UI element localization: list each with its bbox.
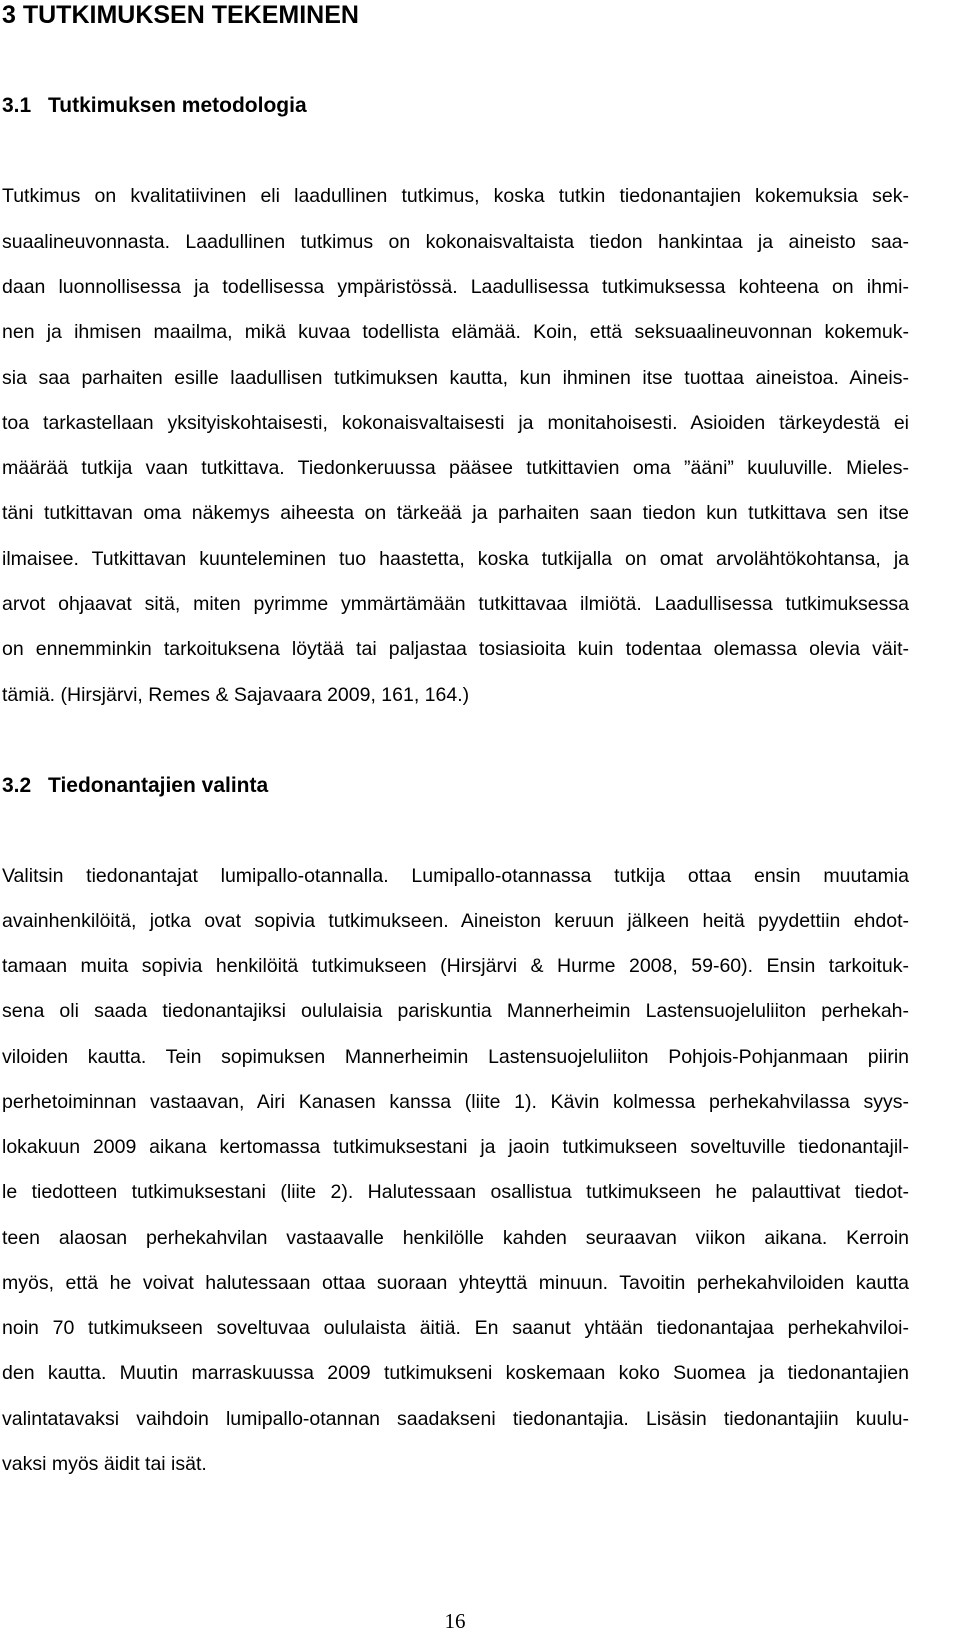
section-number: 3.1 bbox=[2, 94, 32, 117]
text-line: toa tarkastellaan yksityiskohtaisesti, kokonaisvaltaisesti ja monitahoisesti. Asioiden tärkeydestä ei bbox=[2, 412, 909, 434]
text-line: teen alaosan perhekahvilan vastaavalle henkilölle kahden seuraavan viikon aikana. Kerroin bbox=[2, 1227, 909, 1249]
chapter-heading: 3 TUTKIMUKSEN TEKEMINEN bbox=[2, 1, 359, 29]
text-line: tämiä. (Hirsjärvi, Remes & Sajavaara 2009, 161, 164.) bbox=[2, 684, 470, 706]
text-line: suaalineuvonnasta. Laadullinen tutkimus on kokonaisvaltaista tiedon hankintaa ja aineisto saa- bbox=[2, 231, 909, 253]
text-line: myös, että he voivat halutessaan ottaa suoraan yhteyttä minuun. Tavoitin perhekahviloiden kautta bbox=[2, 1272, 909, 1294]
text-line: Valitsin tiedonantajat lumipallo-otannalla. Lumipallo-otannassa tutkija ottaa ensin muutamia bbox=[2, 865, 909, 887]
text-line: vaksi myös äidit tai isät. bbox=[2, 1453, 207, 1475]
section-title: Tutkimuksen metodologia bbox=[48, 94, 307, 117]
text-line: le tiedotteen tutkimuksestani (liite 2). Halutessaan osallistua tutkimukseen he palauttivat tiedot- bbox=[2, 1181, 909, 1203]
text-line: sena oli saada tiedonantajiksi oululaisia pariskuntia Mannerheimin Lastensuojeluliiton perhekah- bbox=[2, 1000, 909, 1022]
text-line: Tutkimus on kvalitatiivinen eli laadullinen tutkimus, koska tutkin tiedonantajien kokemuksia sek- bbox=[2, 185, 909, 207]
text-line: noin 70 tutkimukseen soveltuvaa oululaista äitiä. En saanut yhtään tiedonantajaa perhekahviloi- bbox=[2, 1317, 909, 1339]
page-number: 16 bbox=[444, 1609, 466, 1633]
section-number: 3.2 bbox=[2, 774, 32, 797]
text-line: sia saa parhaiten esille laadullisen tutkimuksen kautta, kun ihminen itse tuottaa aineistoa. Aineis- bbox=[2, 367, 909, 389]
text-line: täni tutkittavan oma näkemys aiheesta on tärkeää ja parhaiten saan tiedon kun tutkittava sen itse bbox=[2, 502, 909, 524]
text-line: avainhenkilöitä, jotka ovat sopivia tutkimukseen. Aineiston keruun jälkeen heitä pyydettiin ehdot- bbox=[2, 910, 909, 932]
text-line: arvot ohjaavat sitä, miten pyrimme ymmärtämään tutkittavaa ilmiötä. Laadullisessa tutkimuksessa bbox=[2, 593, 909, 615]
text-line: ilmaisee. Tutkittavan kuunteleminen tuo haastetta, koska tutkijalla on omat arvolähtökohtansa, ja bbox=[2, 548, 909, 570]
section-title: Tiedonantajien valinta bbox=[48, 774, 269, 797]
text-line: lokakuun 2009 aikana kertomassa tutkimuksestani ja jaoin tutkimukseen soveltuville tiedonantajil- bbox=[2, 1136, 909, 1158]
text-line: tamaan muita sopivia henkilöitä tutkimukseen (Hirsjärvi & Hurme 2008, 59-60). Ensin tarkoituk- bbox=[2, 955, 909, 977]
text-line: perhetoiminnan vastaavan, Airi Kanasen kanssa (liite 1). Kävin kolmessa perhekahvilassa syys- bbox=[2, 1091, 909, 1113]
text-line: määrää tutkija vaan tutkittava. Tiedonkeruussa pääsee tutkittavien oma ”ääni” kuuluville. Mieles- bbox=[2, 457, 909, 479]
text-line: nen ja ihmisen maailma, mikä kuvaa todellista elämää. Koin, että seksuaalineuvonnan kokemuk- bbox=[2, 321, 909, 343]
text-line: viloiden kautta. Tein sopimuksen Mannerheimin Lastensuojeluliiton Pohjois-Pohjanmaan piirin bbox=[2, 1046, 909, 1068]
section-heading-3-1 bbox=[2, 92, 307, 120]
section-heading-3-2 bbox=[2, 772, 268, 800]
text-line: daan luonnollisessa ja todellisessa ympäristössä. Laadullisessa tutkimuksessa kohteena on ihmi- bbox=[2, 276, 909, 298]
text-line: den kautta. Muutin marraskuussa 2009 tutkimukseni koskemaan koko Suomea ja tiedonantajien bbox=[2, 1362, 909, 1384]
text-line: on ennemminkin tarkoituksena löytää tai paljastaa tosiasioita kuin todentaa olemassa olevia väit- bbox=[2, 638, 909, 660]
text-line: valintatavaksi vaihdoin lumipallo-otannan saadakseni tiedonantajia. Lisäsin tiedonantajiin kuulu- bbox=[2, 1408, 909, 1430]
